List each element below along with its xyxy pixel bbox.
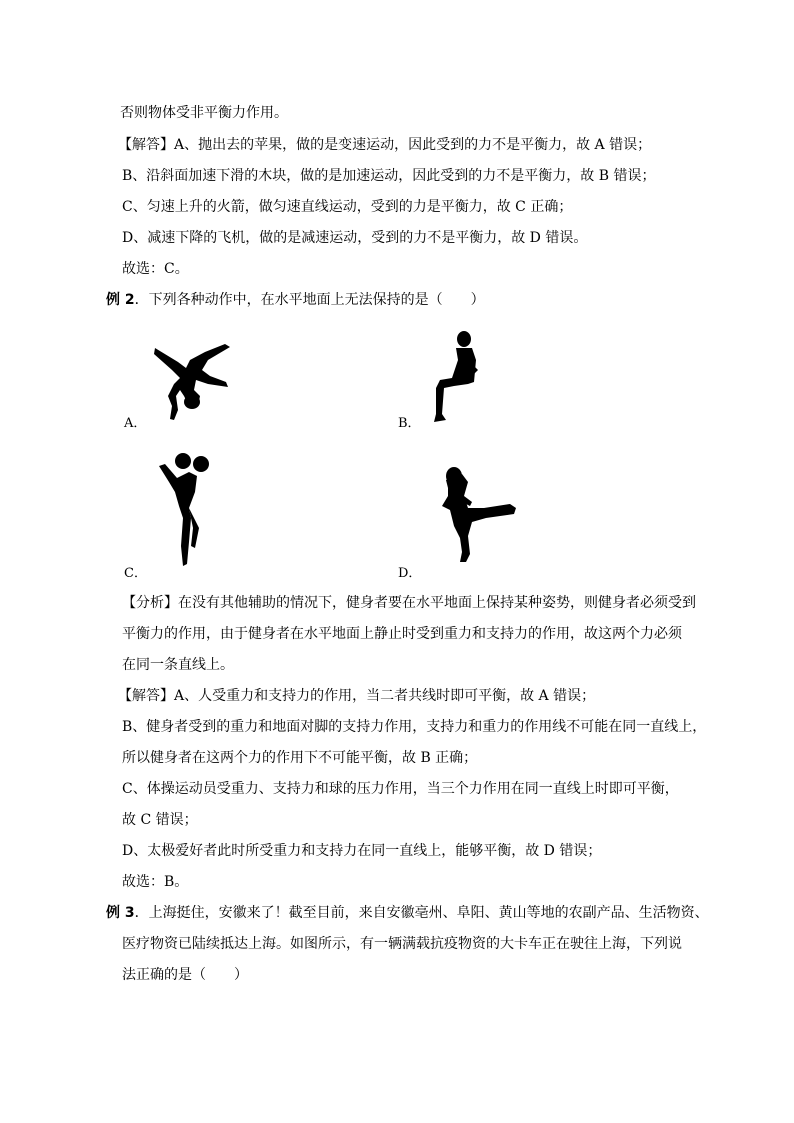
- gymnast-figure-icon: [155, 452, 215, 570]
- example2-question-text: ．下列各种动作中，在水平地面上无法保持的是（ ）: [134, 292, 485, 308]
- prev-answer-line-1: 【解答】A、抛出去的苹果，做的是变速运动，因此受到的力不是平衡力，故 A 错误；: [118, 137, 652, 153]
- kicking-figure-icon: [438, 466, 520, 570]
- handstand-figure-icon: [150, 340, 235, 420]
- option-d-label: D．: [398, 566, 422, 581]
- answer-line-2: B、健身者受到的重力和地面对脚的支持力作用，支持力和重力的作用线不可能在同一直线上，: [122, 719, 707, 735]
- prev-answer-final: 故选：C。: [122, 261, 189, 277]
- prev-answer-line-3: C、匀速上升的火箭，做匀速直线运动，受到的力是平衡力，故 C 正确；: [122, 199, 573, 215]
- option-c-label: C．: [124, 566, 147, 581]
- example3-line-2: 医疗物资已陆续抵达上海。如图所示，有一辆满载抗疫物资的大卡车正在驶往上海，下列说: [122, 936, 682, 952]
- example2-question: [106, 290, 485, 310]
- option-a-label: A．: [124, 416, 147, 431]
- prev-answer-line-4: D、减速下降的飞机，做的是减速运动，受到的力不是平衡力，故 D 错误。: [122, 230, 588, 246]
- example2-label: 例 2: [106, 292, 135, 308]
- sitting-figure-icon: [428, 330, 488, 425]
- answer-line-3: 所以健身者在这两个力的作用下不可能平衡，故 B 正确；: [122, 750, 478, 766]
- analysis-line-2: 平衡力的作用，由于健身者在水平地面上静止时受到重力和支持力的作用，故这两个力必须: [122, 626, 682, 642]
- analysis-line-3: 在同一条直线上。: [122, 657, 234, 673]
- example3-text-1: ．上海挺住，安徽来了！截至目前，来自安徽亳州、阜阳、黄山等地的农副产品、生活物资、: [134, 905, 709, 921]
- analysis-line-1: 【分析】在没有其他辅助的情况下，健身者要在水平地面上保持某种姿势，则健身者必须受到: [122, 595, 696, 611]
- answer-final: 故选：B。: [122, 874, 189, 890]
- answer-line-6: D、太极爱好者此时所受重力和支持力在同一直线上，能够平衡，故 D 错误；: [122, 843, 602, 859]
- answer-line-5: 故 C 错误；: [122, 812, 198, 828]
- prev-text-tail: 否则物体受非平衡力作用。: [120, 105, 288, 121]
- option-b-label: B．: [398, 416, 421, 431]
- example3-label: 例 3: [106, 905, 135, 921]
- example3-line-3: 法正确的是（ ）: [122, 967, 248, 983]
- answer-line-1: 【解答】A、人受重力和支持力的作用，当二者共线时即可平衡，故 A 错误；: [118, 688, 596, 704]
- prev-answer-line-2: B、沿斜面加速下滑的木块，做的是加速运动，因此受到的力不是平衡力，故 B 错误；: [122, 168, 656, 184]
- answer-line-4: C、体操运动员受重力、支持力和球的压力作用，当三个力作用在同一直线上时即可平衡，: [122, 781, 679, 797]
- example3-line-1: [106, 903, 709, 923]
